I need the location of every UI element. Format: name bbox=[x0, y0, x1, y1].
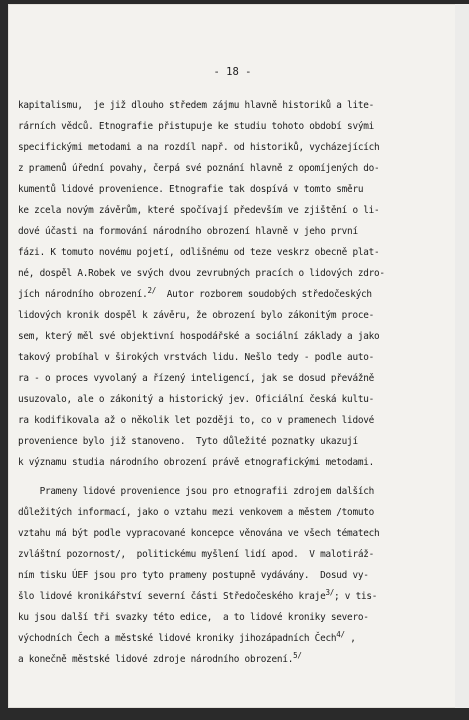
text-segment: ra - o proces vyvolaný a řízený inteligencí, jak se dosud převážně bbox=[18, 373, 375, 384]
text-line bbox=[18, 481, 448, 502]
text-segment: ku jsou další tři svazky této edice, a to lidové kroniky severo- bbox=[18, 612, 369, 623]
text-segment: , bbox=[344, 633, 356, 644]
text-line bbox=[18, 326, 448, 347]
text-segment: usuzovalo, ale o zákonitý a historický jev. Oficiální česká kultu- bbox=[18, 394, 375, 405]
footnote-marker: 2/ bbox=[147, 286, 156, 295]
paragraph-gap bbox=[18, 473, 448, 481]
footnote-marker: 5/ bbox=[293, 651, 302, 660]
text-segment: takový probíhal v širokých vrstvách lidu. Nešlo tedy - podle auto- bbox=[18, 352, 375, 363]
text-segment: fázi. K tomuto novému pojetí, odlišnému od teze veskrz obecně plat- bbox=[18, 247, 380, 258]
text-line bbox=[18, 179, 448, 200]
text-line bbox=[18, 502, 448, 523]
text-line bbox=[18, 284, 448, 305]
text-segment: kapitalismu, je již dlouho středem zájmu hlavně historiků a lite- bbox=[18, 100, 375, 111]
text-segment: a konečně městské lidové zdroje národního obrození. bbox=[18, 654, 294, 665]
text-line bbox=[18, 263, 448, 284]
text-line bbox=[18, 116, 448, 137]
text-segment: provenience bylo již stanoveno. Tyto důležité poznatky ukazují bbox=[18, 436, 358, 447]
text-segment: šlo lidové kronikářství severní části Středočeského kraje bbox=[18, 591, 326, 602]
text-line bbox=[18, 368, 448, 389]
text-line bbox=[18, 221, 448, 242]
text-segment: specifickými metodami a na rozdíl např. od historiků, vycházejících bbox=[18, 142, 380, 153]
document-page bbox=[8, 4, 457, 708]
text-segment: ním tisku ÚEF jsou pro tyto prameny postupně vydávány. Dosud vy- bbox=[18, 570, 369, 581]
text-line bbox=[18, 523, 448, 544]
text-segment: kumentů lidové provenience. Etnografie tak dospívá v tomto směru bbox=[18, 184, 364, 195]
text-line bbox=[18, 137, 448, 158]
text-line bbox=[18, 410, 448, 431]
text-segment: důležitých informací, jako o vztahu mezi venkovem a městem /tomuto bbox=[18, 507, 375, 518]
text-line bbox=[18, 200, 448, 221]
text-line bbox=[18, 95, 448, 116]
text-line bbox=[18, 649, 448, 670]
text-segment: zvláštní pozornost/, politickému myšlení lidí apod. V malotiráž- bbox=[18, 549, 375, 560]
text-segment: rárních vědců. Etnografie přistupuje ke studiu tohoto období svými bbox=[18, 121, 375, 132]
text-line bbox=[18, 389, 448, 410]
text-line bbox=[18, 452, 448, 473]
page-number: - 18 - bbox=[213, 66, 252, 78]
text-segment: dové účasti na formování národního obrození hlavně v jeho první bbox=[18, 226, 358, 237]
text-segment: vztahu má být podle vypracované koncepce věnována ve všech tématech bbox=[18, 528, 380, 539]
text-line bbox=[18, 544, 448, 565]
text-segment: Autor rozborem soudobých středočeských bbox=[156, 289, 372, 300]
text-line bbox=[18, 158, 448, 179]
body-text bbox=[18, 95, 448, 670]
text-segment: východních Čech a městské lidové kroniky jihozápadních Čech bbox=[18, 633, 337, 644]
page-edge bbox=[455, 4, 469, 708]
text-segment: k významu studia národního obrození právě etnografickými metodami. bbox=[18, 457, 375, 468]
text-segment: lidových kronik dospěl k závěru, že obrození bylo zákonitým proce- bbox=[18, 310, 375, 321]
text-segment: jích národního obrození. bbox=[18, 289, 148, 300]
text-line bbox=[18, 607, 448, 628]
text-line bbox=[18, 242, 448, 263]
text-line bbox=[18, 305, 448, 326]
text-line bbox=[18, 347, 448, 368]
text-segment: ke zcela novým závěrům, které spočívají především ve zjištění o li- bbox=[18, 205, 380, 216]
text-segment: z pramenů úřední povahy, čerpá své poznání hlavně z opomíjených do- bbox=[18, 163, 380, 174]
text-segment: ; v tis- bbox=[334, 591, 378, 602]
text-segment: Prameny lidové provenience jsou pro etnografii zdrojem dalších bbox=[18, 486, 375, 497]
text-segment: ra kodifikovala až o několik let později to, co v pramenech lidové bbox=[18, 415, 375, 426]
text-line bbox=[18, 565, 448, 586]
footnote-marker: 4/ bbox=[336, 630, 345, 639]
text-line bbox=[18, 431, 448, 452]
text-segment: sem, který měl své objektivní hospodářské a sociální základy a jako bbox=[18, 331, 380, 342]
footnote-marker: 3/ bbox=[325, 588, 335, 597]
text-line bbox=[18, 628, 448, 649]
text-line bbox=[18, 586, 448, 607]
text-segment: né, dospěl A.Robek ve svých dvou zevrubných pracích o lidových zdro- bbox=[18, 268, 385, 279]
